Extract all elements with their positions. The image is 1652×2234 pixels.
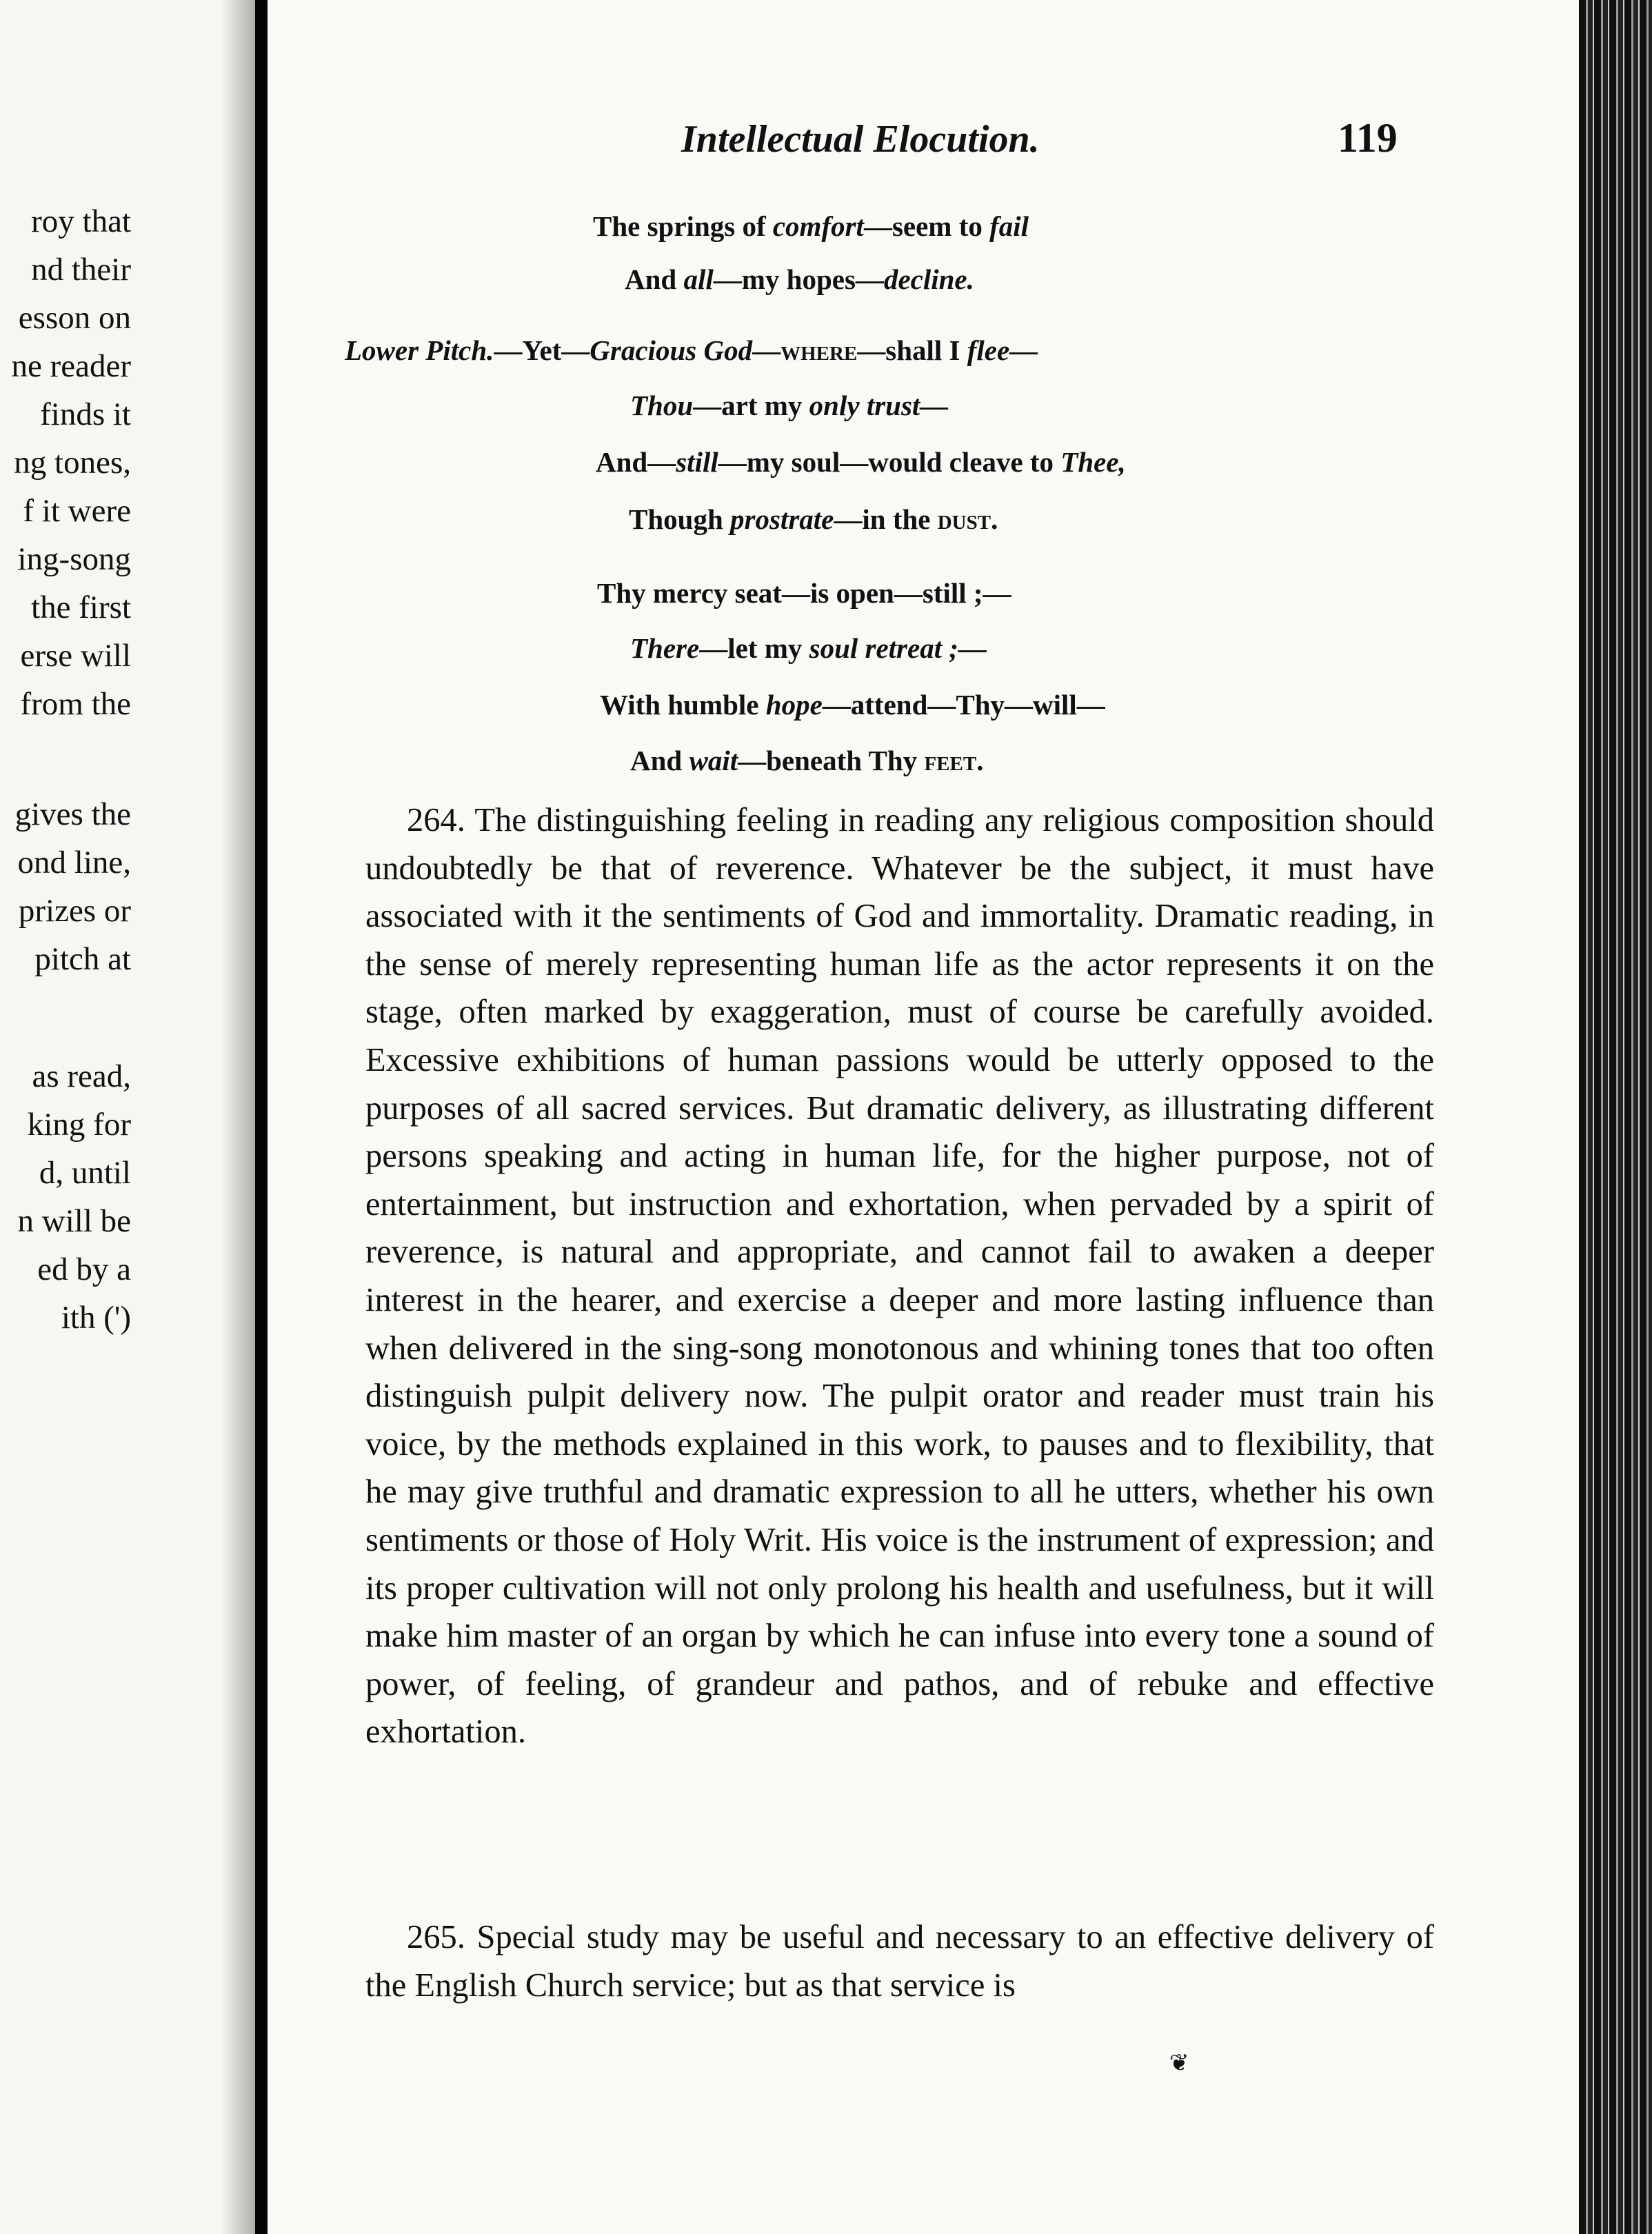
left-page-line: king for (27, 1107, 131, 1143)
verse-line (597, 574, 1011, 612)
verse-small-caps: dust. (937, 503, 998, 535)
left-page-line: prizes or (18, 893, 131, 929)
left-page-line: erse will (20, 638, 131, 674)
verse-emphasis: prostrate (730, 503, 834, 535)
left-page-line: d, until (39, 1155, 131, 1191)
verse-text: And (625, 263, 684, 295)
left-page-line: ed by a (37, 1251, 131, 1287)
verse-text: —my soul—would cleave to (718, 446, 1061, 478)
verse-emphasis: hope (765, 689, 823, 721)
ornament-icon: ❦ (1169, 2049, 1189, 2077)
verse-text: And— (596, 446, 676, 478)
verse-line (600, 685, 1105, 724)
verse-small-caps: feet. (924, 745, 984, 776)
left-page-line: ond line, (17, 845, 131, 880)
verse-text: —attend—Thy—will— (822, 689, 1105, 721)
left-page-line: roy that (31, 203, 131, 239)
verse-text: Though (629, 503, 731, 535)
verse-text: With humble (600, 689, 766, 721)
paragraph-265: 265. Special study may be useful and necessary to an effective delivery of the English Church service; but as that service is (365, 1919, 1434, 2004)
verse-text: —let my (699, 632, 809, 664)
left-page-line: ith (') (61, 1300, 131, 1336)
gutter-shadow (221, 0, 255, 2234)
verse-text: —shall I (857, 334, 967, 366)
verse-text: —beneath Thy (738, 745, 925, 776)
verse-emphasis: Thee, (1060, 446, 1126, 478)
left-page-line: ng tones, (14, 445, 131, 481)
verse-line (630, 629, 987, 667)
verse-line (625, 260, 974, 299)
verse-text: —Yet— (494, 334, 590, 366)
verse-emphasis: fail (989, 210, 1029, 242)
verse-line (630, 386, 948, 425)
left-page-line: gives the (14, 796, 131, 832)
pitch-label: Lower Pitch. (345, 334, 494, 366)
page-number: 119 (1338, 115, 1398, 161)
verse-text: Thy mercy seat—is open—still ;— (597, 577, 1011, 609)
verse-emphasis: flee— (967, 334, 1038, 366)
verse-text: —seem to (863, 210, 990, 242)
verse-text: —art my (693, 390, 809, 421)
verse-line (596, 443, 1126, 481)
paragraph-264: 264. The distinguishing feeling in reading any religious composition should undoubtedly be that of reverence. Whatever be the subject, it must have associated with it the sentiments of God and immortality. Dramatic reading, in the sense of merely representing human life as the actor represents it on the stage, often marked by exaggeration, must of course be carefully avoided. Excessive exhibitions of human passions would be utterly opposed to the purposes of all sacred services. But dramatic delivery, as illustrating different persons speaking and acting in human life, for the higher purpose, not of entertainment, but instruction and exhortation, when pervaded by a spirit of reverence, is natural and appropriate, and cannot fail to awaken a deeper interest in the hearer, and exercise a deeper and more lasting influence than when delivered in the sing-song monotonous and whining tones that too often distinguish pulpit delivery now. The pulpit orator and reader must train his voice, by the methods explained in this work, to pauses and to flexibility, that he may give truthful and dramatic expression to all he utters, whether his own sentiments or those of Holy Writ. His voice is the instrument of expression; and its proper cultivation will not only prolong his health and usefulness, but it will make him master of an organ by which he can infuse into every tone a sound of power, of feeling, of grandeur and pathos, and of rebuke and effective exhortation. (365, 802, 1434, 1751)
verse-emphasis: Thou (630, 390, 694, 421)
book-spine (255, 0, 269, 2234)
verse-emphasis: wait (689, 745, 738, 776)
left-page-line: from the (20, 686, 131, 722)
verse-text: — (752, 334, 781, 366)
verse-emphasis: still (676, 446, 718, 478)
verse-text: —my hopes— (713, 263, 884, 295)
verse-line (629, 500, 998, 539)
verse-line (593, 207, 1029, 245)
verse-small-caps: where (780, 334, 858, 366)
verse-emphasis: There (630, 632, 700, 664)
verse-emphasis: soul retreat ;— (809, 632, 987, 664)
left-page-line: the first (31, 590, 131, 625)
left-page-line: pitch at (34, 941, 131, 977)
verse-text: And (630, 745, 689, 776)
verse-emphasis: only trust— (809, 390, 949, 421)
left-facing-page (0, 0, 255, 2234)
running-title: Intellectual Elocution. (681, 118, 1040, 161)
verse-emphasis: all (683, 263, 714, 295)
left-page-line: f it were (23, 493, 131, 529)
verse-text: —in the (834, 503, 938, 535)
left-page-line: ing-song (17, 541, 131, 577)
left-page-line: ne reader (11, 348, 131, 384)
page-edge-stack (1579, 0, 1652, 2234)
verse-line (630, 741, 983, 780)
left-page-line: esson on (18, 300, 131, 336)
left-page-line: n will be (17, 1203, 131, 1239)
left-page-line: nd their (31, 252, 131, 288)
left-page-line: finds it (40, 396, 131, 432)
verse-emphasis: Gracious God (590, 334, 753, 366)
verse-emphasis: comfort (772, 210, 864, 242)
left-page-line: as read, (32, 1058, 131, 1094)
verse-text: The springs of (593, 210, 773, 242)
verse-line (345, 331, 1038, 370)
verse-emphasis: decline. (883, 263, 974, 295)
